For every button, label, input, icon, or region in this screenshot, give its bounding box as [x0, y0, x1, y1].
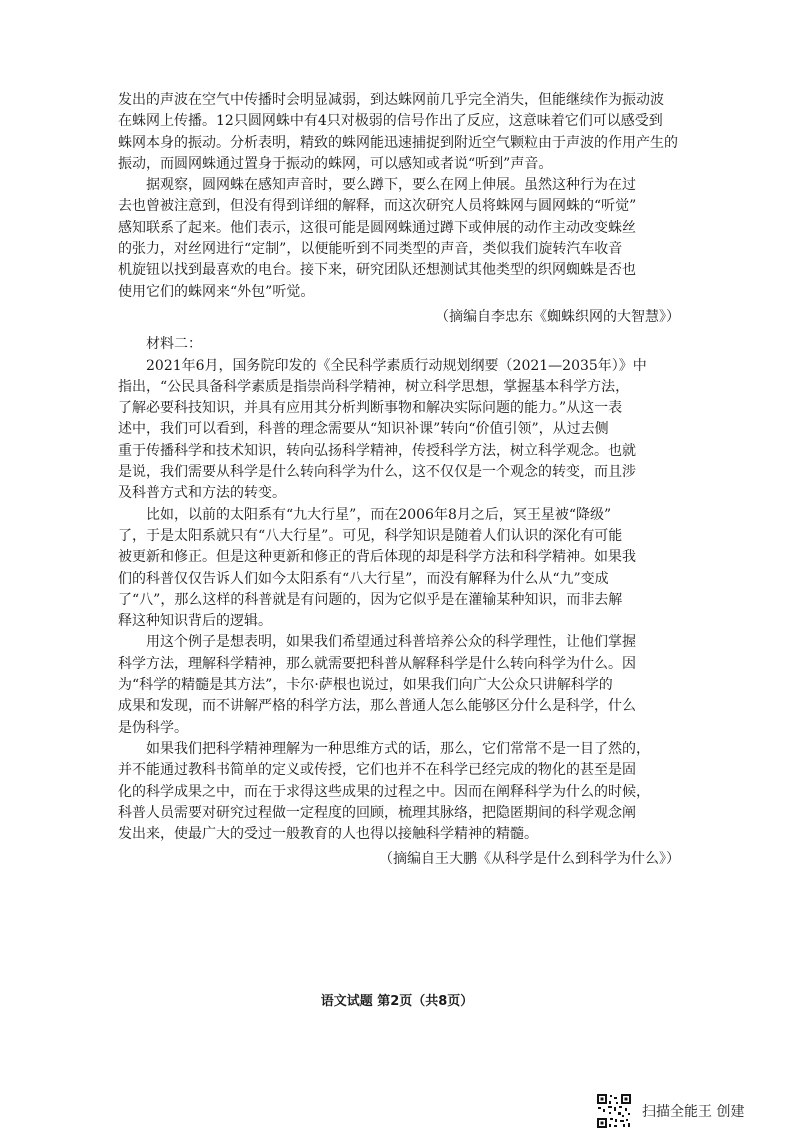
text-line: 为“科学的精髓是其方法”，卡尔·萨根也说过，如果我们向广大公众只讲解科学的 — [118, 677, 613, 694]
text-line: 了“八”，那么这样的科普就是有问题的，因为它似乎是在灌输某种知识，而非去解 — [118, 591, 623, 608]
text-line: 述中，我们可以看到，科普的理念需要从“知识补课”转向“价值引领”，从过去侧 — [118, 421, 609, 438]
text-line: 发出来，使最广大的受过一般教育的人也得以接触科学精神的精髓。 — [118, 826, 538, 843]
text-line: 释这种知识背后的逻辑。 — [118, 613, 272, 630]
m2-paragraph-4 — [118, 739, 680, 845]
text-line: 科学方法，理解科学精神，那么就需要把科普从解释科学是什么转向科学为什么。因 — [118, 655, 636, 672]
text-line: 成果和发现，而不讲解严格的科学方法，那么普通人怎么能够区分什么是科学，什么 — [118, 698, 636, 715]
text-line: 被更新和修正。但是这种更新和修正的背后体现的却是科学方法和科学精神。如果我 — [118, 549, 636, 566]
text-line: 们的科普仅仅告诉人们如今太阳系有“八大行星”，而没有解释为什么从“九”变成 — [118, 570, 609, 587]
text-line: 振动，而圆网蛛通过置身于振动的蛛网，可以感知或者说“听到”声音。 — [118, 155, 553, 172]
text-line: 机旋钮以找到最喜欢的电台。接下来，研究团队还想测试其他类型的织网蜘蛛是否也 — [118, 262, 636, 279]
text-line: 并不能通过教科书简单的定义或传授，它们也并不在科学已经完成的物化的甚至是固 — [118, 762, 636, 779]
text-line: 指出，“公民具备科学素质是指崇尚科学精神，树立科学思想，掌握基本科学方法， — [118, 378, 630, 395]
m2-paragraph-3 — [118, 632, 680, 738]
text-line: 的张力，对丝网进行“定制”，以便能听到不同类型的声音，类似我们旋转汽车收音 — [118, 241, 623, 258]
material2-title: 材料二： — [146, 336, 202, 353]
text-line: 了，于是太阳系就只有“八大行星”。可见，科学知识是随着人们认识的深化有可能 — [118, 527, 623, 544]
text-line: 比如，以前的太阳系有“九大行星”，而在2006年8月之后，冥王星被“降级” — [146, 506, 612, 523]
text-line: 发出的声波在空气中传播时会明显减弱，到达蛛网前几乎完全消失，但能继续作为振动波 — [118, 92, 664, 108]
text-line: 用这个例子是想表明，如果我们希望通过科普培养公众的科学理性，让他们掌握 — [146, 634, 636, 651]
text-line: 如果我们把科学精神理解为一种思维方式的话，那么，它们常常不是一目了然的， — [146, 740, 650, 757]
m1-paragraph-2 — [118, 175, 680, 303]
m1-paragraph-1 — [118, 90, 680, 175]
text-line: 蛛网本身的振动。分析表明，精致的蛛网能迅速捕捉到附近空气颗粒由于声波的作用产生的 — [118, 134, 678, 151]
scanner-label: 扫描全能王 创建 — [642, 1104, 745, 1120]
text-line: 在蛛网上传播。12只圆网蛛中有4只对极弱的信号作出了反应，这意味着它们可以感受到 — [118, 113, 663, 130]
page-footer: 语文试题 第2页（共8页） — [320, 994, 474, 1009]
text-line: 了解必要科技知识，并具有应用其分析判断事物和解决实际问题的能力。”从这一表 — [118, 400, 623, 417]
m2-paragraph-2 — [118, 505, 680, 633]
material1-source: （摘编自李忠东《蜘蛛织网的大智慧》） — [435, 308, 680, 325]
text-line: 化的科学成果之中，而在于求得这些成果的过程之中。因而在阐释科学为什么的时候， — [118, 783, 650, 800]
text-line: 是说，我们需要从科学是什么转向科学为什么，这不仅仅是一个观念的转变，而且涉 — [118, 464, 636, 481]
m2-paragraph-1 — [118, 356, 680, 505]
text-line: 使用它们的蛛网来“外包”听觉。 — [118, 283, 315, 300]
document-body — [118, 90, 680, 875]
text-line: 重于传播科学和技术知识，转向弘扬科学精神，传授科学方法，树立科学观念。也就 — [118, 442, 636, 459]
text-line: 2021年6月，国务院印发的《全民科学素质行动规划纲要（2021—2035年）》中 — [146, 357, 647, 374]
text-line: 去也曾被注意到，但没有得到详细的解释，而这次研究人员将蛛网与圆网蛛的“听觉” — [118, 198, 637, 215]
text-line: 及科普方式和方法的转变。 — [118, 485, 286, 502]
material2-source: （摘编自王大鹏《从科学是什么到科学为什么》） — [379, 851, 680, 868]
text-line: 据观察，圆网蛛在感知声音时，要么蹲下，要么在网上伸展。虽然这种行为在过 — [146, 177, 636, 194]
text-line: 是伪科学。 — [118, 719, 188, 736]
text-line: 感知联系了起来。他们表示，这很可能是圆网蛛通过蹲下或伸展的动作主动改变蛛丝 — [118, 219, 636, 236]
text-line: 科普人员需要对研究过程做一定程度的回顾，梳理其脉络，把隐匿期间的科学观念阐 — [118, 804, 636, 821]
